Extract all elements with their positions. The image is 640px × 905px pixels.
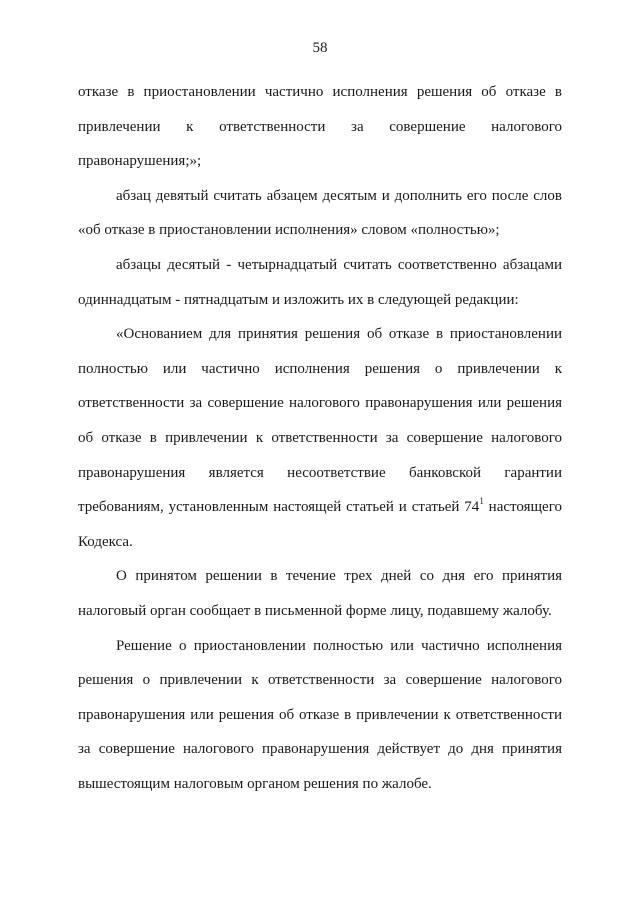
paragraph-3: абзацы десятый - четырнадцатый считать соответственно абзацами одиннадцатым - пятнадцатым и изложить их в следующей редакции: (78, 256, 562, 308)
paragraph-2: абзац девятый считать абзацем десятым и дополнить его после слов «об отказе в приостановлении исполнения» словом «полностью»; (78, 187, 562, 239)
document-body (78, 75, 562, 801)
paragraph-4 (78, 317, 562, 559)
article-superscript: 1 (479, 496, 484, 507)
page-number: 58 (312, 40, 328, 56)
paragraph-1: отказе в приостановлении частично исполнения решения об отказе в привлечении к ответственности за совершение налогового правонарушения;»; (78, 84, 562, 170)
paragraph-6: Решение о приостановлении полностью или частично исполнения решения о привлечении к ответственности за совершение налогового правонарушения или решения об отказе в привлечении к ответственности за совершение налогового правонарушения действует до дня принятия вышестоящим налоговым органом решения по жалобе. (78, 637, 562, 792)
paragraph-4-text: «Основанием для принятия решения об отказе в приостановлении полностью или частично исполнения решения о привлечении к ответственности за совершение налогового правонарушения или решения об отказе в привлечении к ответственности за совершение налогового правонарушения является несоответствие банковской гарантии требованиям, установленным настоящей статьей и статьей 74 (78, 326, 562, 516)
paragraph-4-text-end: настоящего Кодекса. (78, 499, 562, 550)
paragraph-5: О принятом решении в течение трех дней со дня его принятия налоговый орган сообщает в письменной форме лицу, подавшему жалобу. (78, 568, 562, 619)
